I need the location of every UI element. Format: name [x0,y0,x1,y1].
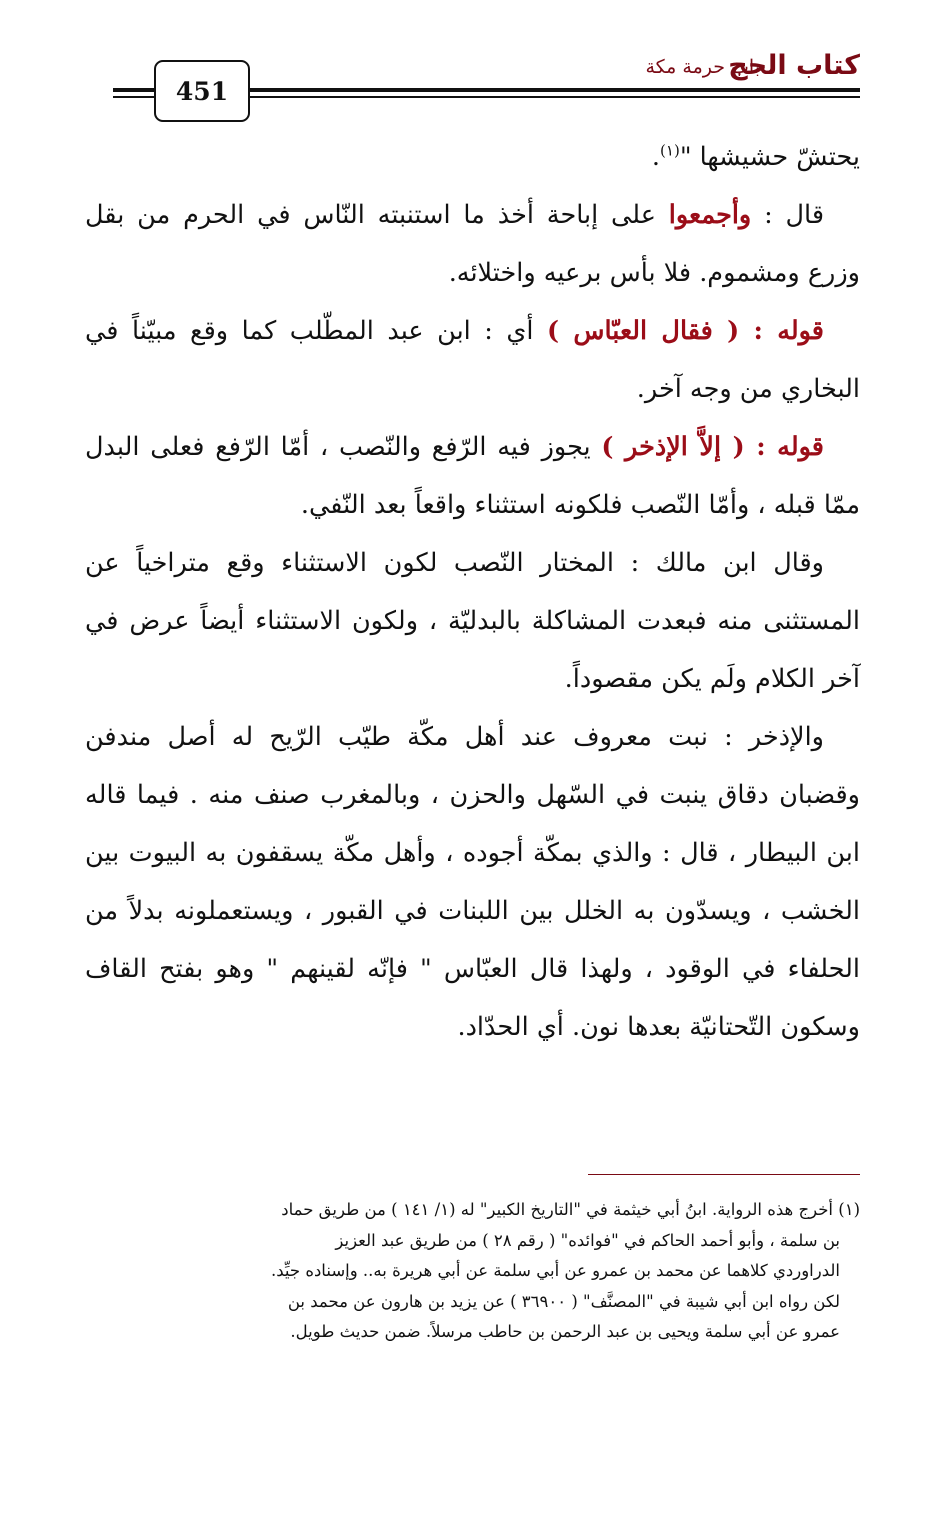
paragraph [85,186,860,302]
paragraph: والإذخر : نبت معروف عند أهل مكّة طيّب الرّيح له أصل مندفن وقضبان دقاق ينبت في السّهل والحزن ، وبالمغرب صنف منه . فيما قاله ابن البيطار ، قال : والذي بمكّة أجوده ، وأهل مكّة يسقفون به البيوت بين الخشب ، ويسدّون به الخلل بين اللبنات في القبور ، ويستعملونه بدلاً من الحلفاء في الوقود ، ولهذا قال العبّاس " فإنّه لقينهم " وهو بفتح القاف وسكون التّحتانيّة بعدها نون. أي الحدّاد. [85,722,860,1042]
footnote-reference: (١) [660,141,680,160]
highlighted-term: قوله : ( فقال العبّاس ) [547,316,825,346]
paragraph [85,418,860,534]
chapter-title: باب حرمة مكة [645,56,760,78]
paragraph [85,302,860,418]
highlighted-term: قوله : ( إلاَّ الإذخر ) [601,432,824,462]
footnote-divider [588,1174,860,1175]
paragraph-text: يجوز فيه الرّفع والنّصب ، أمّا الرّفع فعلى البدل ممّا قبله ، وأمّا النّصب فلكونه استثناء واقعاً بعد النّفي. [85,432,860,520]
paragraph-text: على إباحة أخذ ما استنبته النّاس في الحرم من بقل وزرع ومشموم. فلا بأس برعيه واختلائه. [85,200,860,288]
paragraph-text: أي : ابن عبد المطّلب كما وقع مبيّناً في البخاري من وجه آخر. [85,316,860,404]
page-number: 451 [154,60,250,122]
page-header [0,0,945,130]
paragraph-text: قال : [751,200,825,230]
footnote-line: لكن رواه ابن أبي شيبة في "المصنَّف" ( ٣٦٩٠٠ ) عن يزيد بن هارون عن محمد بن [287,1291,840,1311]
paragraph-text: . [651,142,661,172]
paragraph [85,128,860,186]
footnote-line: الدراوردي كلاهما عن محمد بن عمرو عن أبي سلمة عن أبي هريرة به.. وإسناده جيِّد. [270,1261,840,1280]
footnote-line: عمرو عن أبي سلمة ويحيى بن عبد الرحمن بن حاطب مرسلاً. ضمن حديث طويل. [290,1322,840,1341]
paragraph-text: يحتشّ حشيشها " [679,142,860,172]
highlighted-term: وأجمعوا [668,200,752,230]
footnote-line: بن سلمة ، وأبو أحمد الحاكم في "فوائده" ( رقم ٢٨ ) من طريق عبد العزيز [335,1230,840,1250]
footnote-line: (١) أخرج هذه الرواية. ابنُ أبي خيثمة في "التاريخ الكبير" له (١/ ١٤١ ) من طريق حماد [281,1200,860,1219]
main-text [85,128,860,1056]
footnotes [85,1195,860,1348]
paragraph: وقال ابن مالك : المختار النّصب لكون الاستثناء وقع متراخياً عن المستثنى منه فبعدت المشاكلة بالبدليّة ، ولكون الاستثناء أيضاً عرض في آخر الكلام ولَم يكن مقصوداً. [85,548,860,694]
book-title: كتاب الحج [728,50,860,81]
